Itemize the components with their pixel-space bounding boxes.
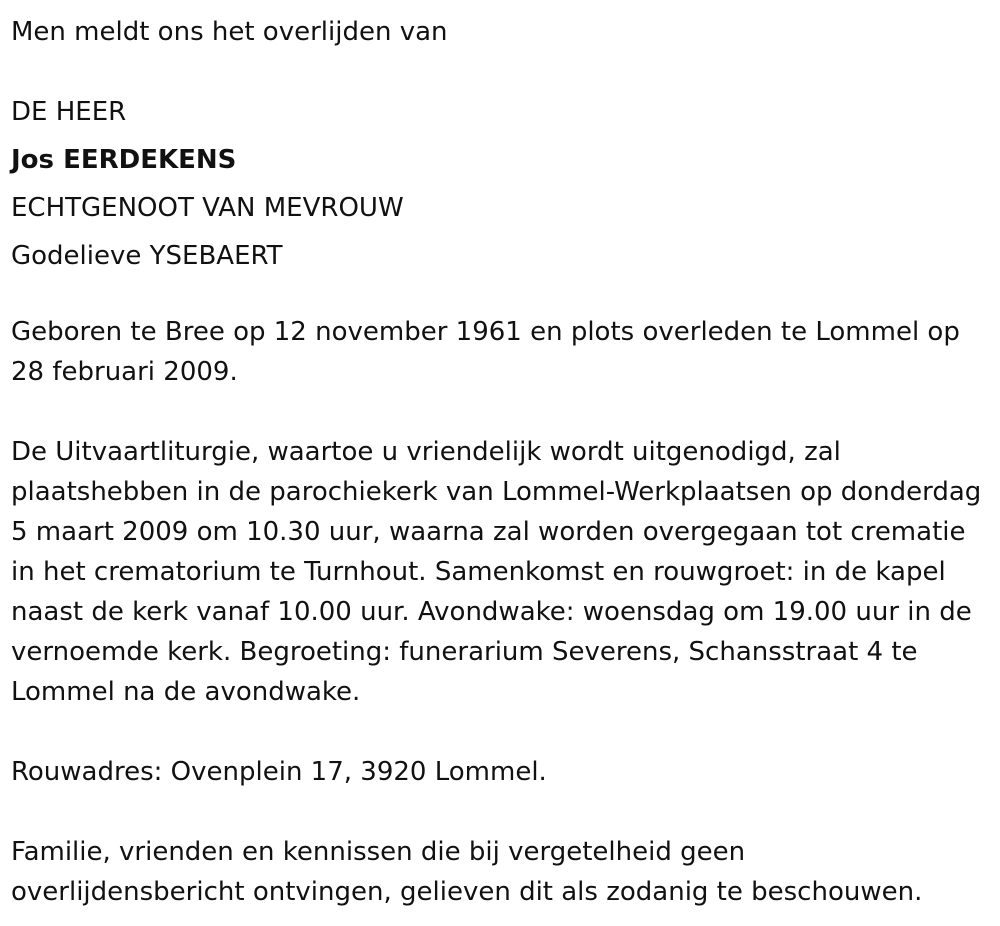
birth-death-paragraph: Geboren te Bree op 12 november 1961 en plots overleden te Lommel op 28 februari 2009.: [11, 317, 960, 387]
closing-paragraph: Familie, vrienden en kennissen die bij vergetelheid geen overlijdensbericht ontvingen, gelieven dit als zodanig te beschouwen.: [11, 837, 923, 907]
spouse-title: ECHTGENOOT VAN MEVROUW: [11, 193, 404, 223]
mourning-address: Rouwadres: Ovenplein 17, 3920 Lommel.: [11, 757, 547, 787]
deceased-name: Jos EERDEKENS: [11, 145, 237, 175]
spouse-name: Godelieve YSEBAERT: [11, 241, 283, 271]
salutation: DE HEER: [11, 97, 127, 127]
funeral-paragraph: De Uitvaartliturgie, waartoe u vriendelijk wordt uitgenodigd, zal plaatshebben in de parochiekerk van Lommel-Werkplaatsen op donderdag 5 maart 2009 om 10.30 uur, waarna zal worden overgegaan tot crematie in het crematorium te Turnhout. Samenkomst en rouwgroet: in de kapel naast de kerk vanaf 10.00 uur. Avondwake: woensdag om 19.00 uur in de vernoemde kerk. Begroeting: funerarium Severens, Schansstraat 4 te Lommel na de avondwake.: [11, 437, 982, 707]
intro-text: Men meldt ons het overlijden van: [11, 17, 448, 47]
